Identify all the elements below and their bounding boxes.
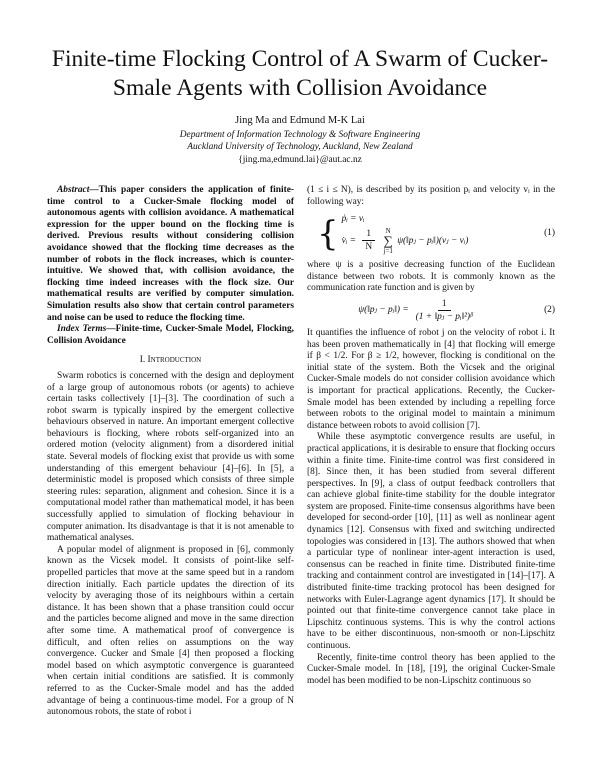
- section-heading: I. Introduction: [139, 355, 202, 366]
- author-names: Jing Ma and Edmund M-K Lai: [235, 115, 365, 126]
- paragraph: It quantifies the influence of robot j on the velocity of robot i. It has been proven mathematically in [4] that flocking will emerge if β < 1/2. For β ≥ 1/2, however, flocking is conditional on the initial state of the system. Both the Vicsek and the original Cucker-Smale models do not consider collision avoidance which is important for practical applications. Recently, the Cucker-Smale model has been extended by including a repelling force between robots to the original model to maintain a minimum distance between robots to avoid collision [7].: [307, 327, 555, 431]
- affiliation: [40, 129, 560, 153]
- abstract: [47, 185, 294, 324]
- eq2-frac-num: 1: [438, 299, 451, 311]
- paragraph: (1 ≤ i ≤ N), is described by its position pᵢ and velocity vᵢ in the following way:: [307, 185, 555, 207]
- equation-2: [307, 299, 555, 323]
- eq1-line-2: [342, 227, 469, 255]
- eq2-lhs: ψ(‖pⱼ − pᵢ‖) =: [358, 305, 409, 316]
- affiliation-university: Auckland University of Technology, Auckland, New Zealand: [187, 142, 413, 152]
- right-column: [307, 185, 555, 687]
- paragraph: where ψ is a positive decreasing function of the Euclidean distance between two robots. It is commonly known as the communication rate function and is given by: [307, 260, 555, 294]
- sum-lower: j=1: [383, 247, 393, 256]
- equation-1: [307, 212, 555, 255]
- eq1-rhs: ψ(‖pⱼ − pᵢ‖)(vⱼ − vᵢ): [397, 236, 469, 247]
- index-terms: [47, 324, 294, 347]
- eq1-frac-num: 1: [362, 229, 375, 241]
- paper-title: Finite-time Flocking Control of A Swarm of Cucker-Smale Agents with Collision Avoidance: [51, 46, 549, 101]
- affiliation-department: Department of Information Technology & Software Engineering: [179, 130, 421, 140]
- brace-symbol: {: [317, 213, 339, 254]
- eq1-frac-den: N: [365, 242, 373, 253]
- author-email: {jing.ma,edmund.lai}@aut.ac.nz: [238, 155, 362, 165]
- equation-number: (2): [544, 305, 555, 316]
- eq2-fraction: [412, 299, 477, 323]
- eq1-line-1: ṗᵢ = vᵢ: [341, 214, 365, 225]
- summation-symbol: N ∑ j=1: [383, 227, 393, 256]
- index-terms-text: —Finite-time, Cucker-Smale Model, Flocking, Collision Avoidance: [47, 324, 294, 346]
- paragraph: A popular model of alignment is proposed in [6], commonly known as the Vicsek model. It consists of point-like self-propelled particles that move at the same speed but in a random direction initially. Each particle updates the direction of its velocity by averaging those of its neighbours within a certain distance. It has been shown that a phase transition could occur and the particles become aligned and move in the same direction after some time. A mathematical proof of convergence is difficult, and often relies on assumptions on the way convergence. Cucker and Smale [4] then proposed a flocking model based on which asymptotic convergence is guaranteed when certain initial conditions are satisfied. It is commonly referred to as the Cucker-Smale model and has the added advantage of being a continuous-time model. For a group of N autonomous robots, the state of robot i: [47, 544, 294, 718]
- index-terms-label: Index Terms: [57, 324, 107, 335]
- eq1-lhs: v̇ᵢ =: [341, 236, 356, 247]
- paragraph: Recently, finite-time control theory has been applied to the Cucker-Smale model. In [18], [19], the original Cucker-Smale model has been modified to be non-Lipschitz continuous so: [307, 652, 555, 686]
- abstract-text: —This paper considers the application of finite-time control to a Cucker-Smale flocking model of autonomous agents with collision avoidance. A mathematical expression for the upper bound on the flocking time is derived. Previous results without considering collision avoidance showed that the flocking time decreases as the number of robots in the flock increases, which is counter-intuitive. We showed that, with collision avoidance, the flocking time indeed increases with the flock size. Our mathematical results are verified by computer simulation. Simulation results also show that certain control parameters and noise can be used to reduce the flocking time.: [47, 185, 294, 323]
- paragraph: Swarm robotics is concerned with the design and deployment of a large group of autonomous robots (or agents) to achieve certain tasks collectively [1]–[3]. The coordination of such a robot swarm is typically inspired by the emergent collective behaviours observed in nature. An important emergent collective behaviours is flocking, where robots self-organized into an ordered motion (velocity alignment) from a disordered initial state. Several models of flocking exist that provide us with some understanding of this emergent behaviour [4]–[6]. In [5], a deterministic model is proposed which consists of three simple steering rules: separation, alignment and cohesion. Since it is a computational model rather than mathematical model, it has been successfully applied to simulation of flocking behaviour in computer animation. Its disadvantage is that it is not amenable to mathematical analyses.: [47, 370, 294, 544]
- abstract-label: Abstract: [57, 185, 90, 195]
- eq1-fraction: [361, 229, 376, 253]
- eq2-frac-den: (1 + ‖pⱼ − pᵢ‖²)ᵝ: [415, 311, 473, 322]
- paragraph: While these asymptotic convergence results are useful, in practical applications, it is desirable to ensure that flocking occurs within a finite time. Finite-time control was first considered in [8]. Since then, it has been studied from several different perspectives. In [9], a class of output feedback controllers that can achieve global finite-time stability for the double integrator system are proposed. Finite-time consensus algorithms have been developed for second-order [10], [11] as well as nonlinear agent dynamics [12]. Consensus with fixed and switching undirected topologies was considered in [13]. The authors showed that when a particular type of nonlinear inter-agent interaction is used, consensus can be reached in finite time. Distributed finite-time tracking and containment control are investigated in [14]–[17]. A distributed finite-time tracking protocol has been designed for networks with Euler-Lagrange agent dynamics [17]. It should be pointed out that finite-time convergence cannot take place in Lipschitz continuous systems. This is why the control actions have to be either discontinuous, non-smooth or non-Lipschitz continuous.: [307, 432, 555, 651]
- left-column: [47, 185, 294, 719]
- sum-upper: N: [385, 227, 391, 236]
- equation-number: (1): [544, 227, 555, 238]
